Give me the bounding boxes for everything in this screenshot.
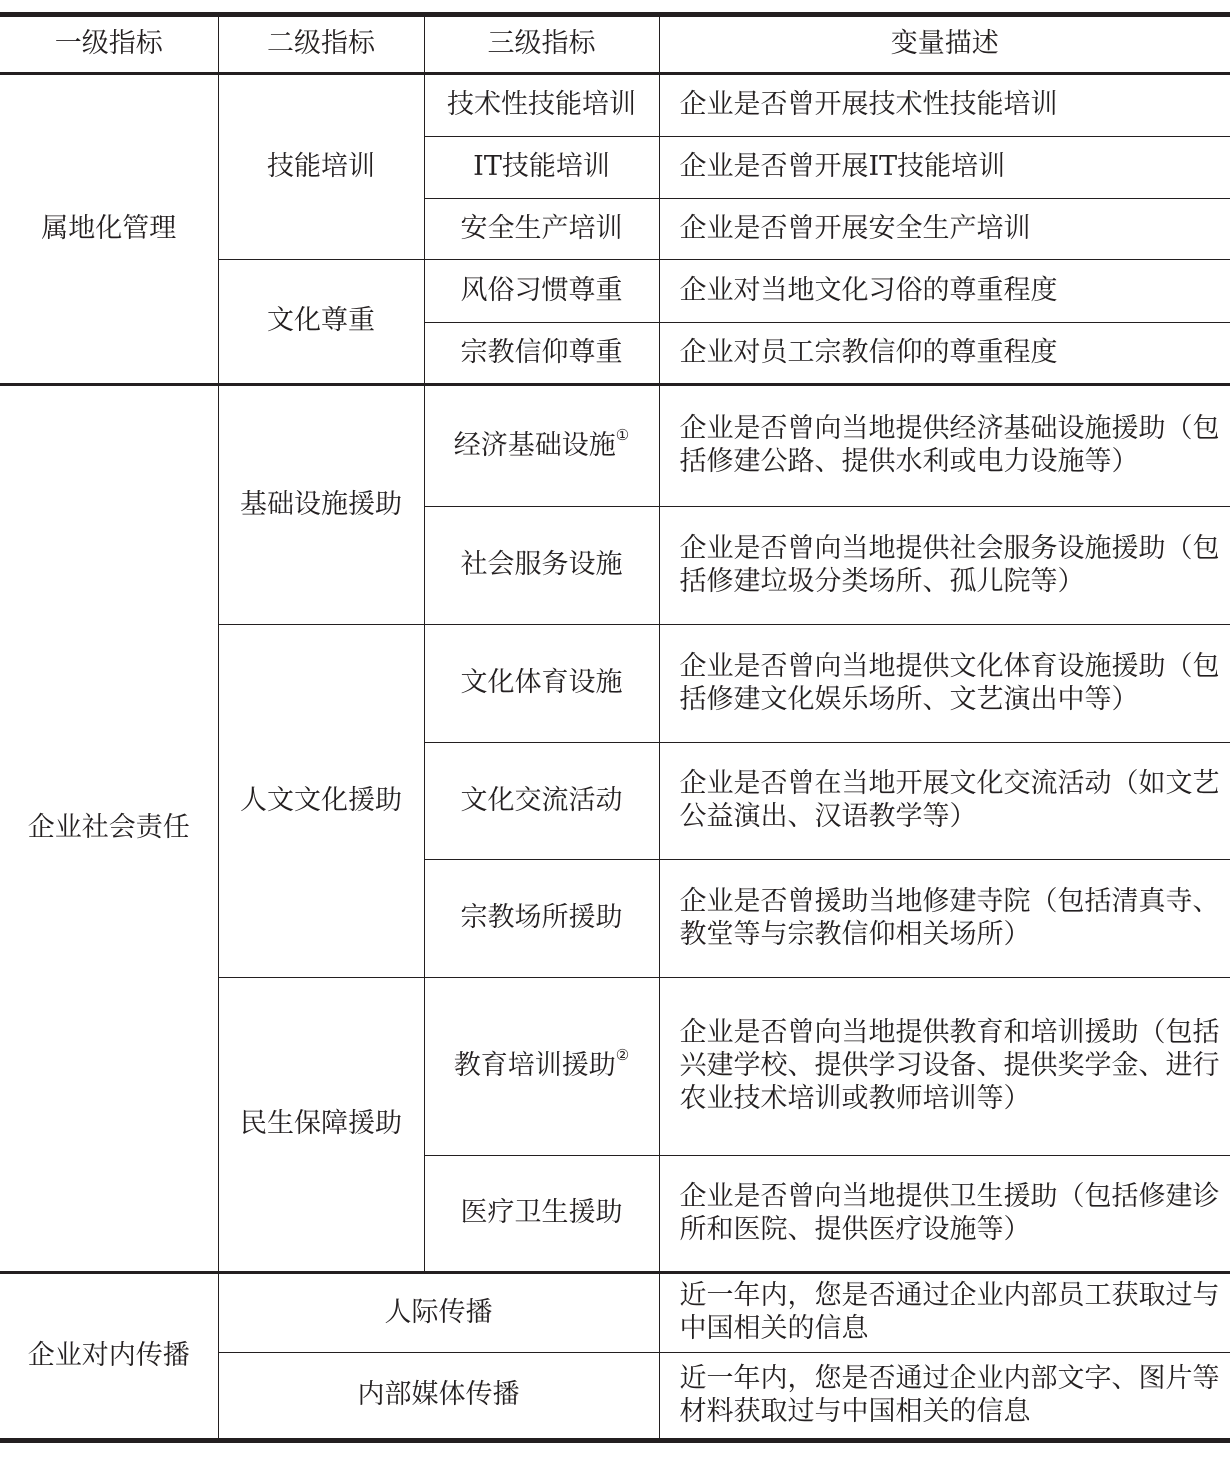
level3-cell: 医疗卫生援助 bbox=[424, 1156, 659, 1273]
level3-cell: 风俗习惯尊重 bbox=[424, 260, 659, 323]
level2-merged-cell: 人际传播 bbox=[218, 1273, 659, 1353]
level1-cell: 企业社会责任 bbox=[0, 385, 218, 1273]
description-cell: 近一年内，您是否通过企业内部文字、图片等材料获取过与中国相关的信息 bbox=[659, 1353, 1230, 1441]
description-cell: 企业是否曾向当地提供社会服务设施援助（包括修建垃圾分类场所、孤儿院等） bbox=[659, 507, 1230, 625]
level2-cell: 技能培训 bbox=[218, 74, 424, 260]
level3-cell: 安全生产培训 bbox=[424, 199, 659, 260]
level3-text: 经济基础设施 bbox=[453, 429, 616, 461]
level3-cell: IT技能培训 bbox=[424, 137, 659, 199]
description-cell: 企业是否曾向当地提供教育和培训援助（包括兴建学校、提供学习设备、提供奖学金、进行农业技术培训或教师培训等） bbox=[659, 978, 1230, 1156]
description-cell: 企业是否曾开展技术性技能培训 bbox=[659, 74, 1230, 137]
description-cell: 企业对当地文化习俗的尊重程度 bbox=[659, 260, 1230, 323]
level3-cell: 文化体育设施 bbox=[424, 625, 659, 743]
level3-cell: 宗教场所援助 bbox=[424, 860, 659, 978]
level2-merged-cell: 内部媒体传播 bbox=[218, 1353, 659, 1441]
header-description: 变量描述 bbox=[659, 15, 1230, 74]
header-level2: 二级指标 bbox=[218, 15, 424, 74]
level1-cell: 企业对内传播 bbox=[0, 1273, 218, 1441]
level3-cell: 技术性技能培训 bbox=[424, 74, 659, 137]
description-cell: 近一年内，您是否通过企业内部员工获取过与中国相关的信息 bbox=[659, 1273, 1230, 1353]
level3-cell: 宗教信仰尊重 bbox=[424, 323, 659, 385]
header-row bbox=[0, 15, 1230, 74]
description-cell: 企业是否曾在当地开展文化交流活动（如文艺公益演出、汉语教学等） bbox=[659, 743, 1230, 860]
description-cell: 企业是否曾向当地提供卫生援助（包括修建诊所和医院、提供医疗设施等） bbox=[659, 1156, 1230, 1273]
table-row bbox=[0, 1273, 1230, 1353]
footnote-marker: ① bbox=[615, 425, 630, 444]
level1-cell: 属地化管理 bbox=[0, 74, 218, 385]
description-cell: 企业是否曾开展安全生产培训 bbox=[659, 199, 1230, 260]
level3-cell bbox=[424, 978, 659, 1156]
description-cell: 企业对员工宗教信仰的尊重程度 bbox=[659, 323, 1230, 385]
indicator-table-wrapper bbox=[0, 12, 1230, 1443]
level3-cell: 社会服务设施 bbox=[424, 507, 659, 625]
level3-cell bbox=[424, 385, 659, 507]
description-cell: 企业是否曾向当地提供经济基础设施援助（包括修建公路、提供水利或电力设施等） bbox=[659, 385, 1230, 507]
level2-cell: 基础设施援助 bbox=[218, 385, 424, 625]
description-cell: 企业是否曾向当地提供文化体育设施援助（包括修建文化娱乐场所、文艺演出中等） bbox=[659, 625, 1230, 743]
level2-cell: 人文文化援助 bbox=[218, 625, 424, 978]
description-cell: 企业是否曾援助当地修建寺院（包括清真寺、教堂等与宗教信仰相关场所） bbox=[659, 860, 1230, 978]
level2-cell: 民生保障援助 bbox=[218, 978, 424, 1273]
level3-text: 教育培训援助 bbox=[453, 1050, 616, 1082]
level2-cell: 文化尊重 bbox=[218, 260, 424, 385]
footnote-marker: ② bbox=[615, 1046, 630, 1065]
table-header bbox=[0, 15, 1230, 74]
table-row bbox=[0, 385, 1230, 507]
header-level3: 三级指标 bbox=[424, 15, 659, 74]
level3-cell: 文化交流活动 bbox=[424, 743, 659, 860]
header-level1: 一级指标 bbox=[0, 15, 218, 74]
table-row bbox=[0, 74, 1230, 137]
table-body bbox=[0, 74, 1230, 1441]
description-cell: 企业是否曾开展IT技能培训 bbox=[659, 137, 1230, 199]
indicator-table bbox=[0, 12, 1230, 1443]
